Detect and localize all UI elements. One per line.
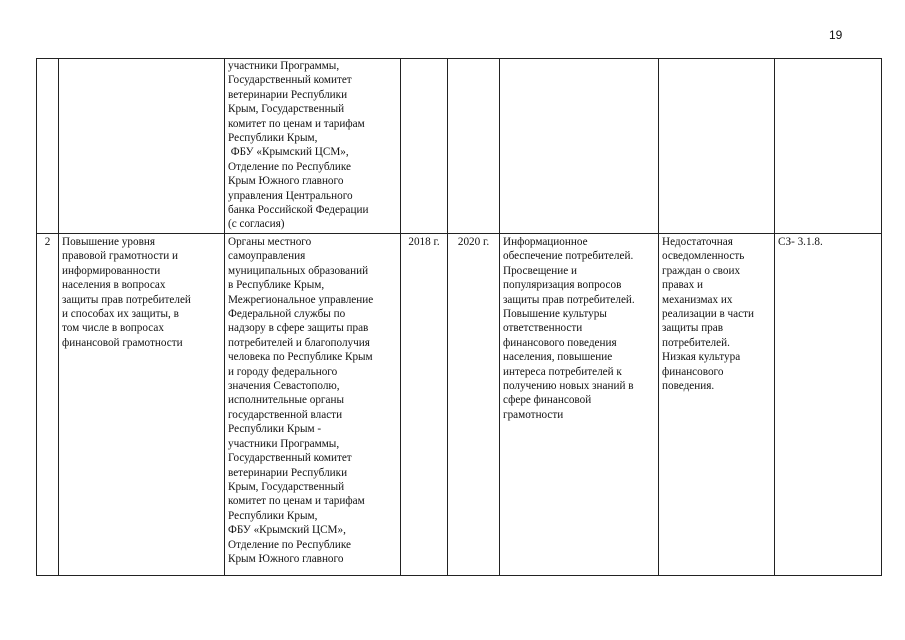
cell-line: правах и: [662, 279, 704, 292]
cell-line: человека по Республике Крым: [228, 351, 373, 364]
cell-line: механизмах их: [662, 293, 733, 306]
cell-line: Информационное: [503, 236, 588, 248]
cell-line: Государственный комитет: [228, 74, 352, 87]
program-measures-table: [36, 58, 882, 576]
cell-line: комитет по ценам и тарифам: [228, 495, 365, 508]
problem-cell: [659, 234, 775, 576]
measure-name-cell: [59, 59, 225, 234]
cell-line: муниципальных образований: [228, 264, 369, 277]
cell-line: Низкая культура: [662, 351, 741, 364]
cell-line: значения Севастополю,: [228, 380, 340, 393]
problem-cell: [659, 59, 775, 234]
cell-line: интереса потребителей к: [503, 365, 622, 378]
table-row: [37, 234, 882, 576]
start-year-cell: 2018 г.: [401, 234, 448, 576]
executors-cell: [225, 234, 401, 576]
cell-line: защиты прав потребителей.: [503, 293, 635, 306]
end-year-cell: [448, 59, 500, 234]
cell-line: Государственный комитет: [228, 452, 352, 465]
cell-line: (с согласия): [228, 218, 285, 231]
cell-line: потребителей и благополучия: [228, 336, 370, 349]
executors-cell: [225, 59, 401, 234]
row-index-cell: [37, 59, 59, 234]
cell-line: получению новых знаний в: [503, 380, 634, 393]
cell-line: и городу федерального: [228, 365, 338, 378]
cell-line: реализации в части: [662, 308, 754, 321]
row-index-cell: 2: [37, 234, 59, 576]
cell-line: Федеральной службы по: [228, 308, 346, 321]
cell-line: Повышение уровня: [62, 236, 155, 248]
cell-line: ветеринарии Республики: [228, 466, 348, 479]
measure-name-cell: [59, 234, 225, 576]
cell-line: управления Центрального: [228, 189, 353, 202]
link-cell: [775, 59, 882, 234]
cell-line: осведомленность: [662, 250, 745, 263]
cell-line: в Республике Крым,: [228, 279, 325, 292]
cell-line: поведения.: [662, 380, 715, 393]
expected-result-cell: [500, 59, 659, 234]
cell-line: защиты прав потребителей: [62, 293, 191, 306]
cell-line: государственной власти: [228, 408, 343, 421]
cell-line: финансового: [662, 365, 724, 378]
page-number: 19: [829, 28, 843, 42]
cell-line: Отделение по Республике: [228, 160, 351, 173]
cell-line: Крым Южного главного: [228, 175, 344, 188]
cell-line: сфере финансовой: [503, 394, 592, 407]
cell-line: обеспечение потребителей.: [503, 250, 634, 263]
start-year-cell: [401, 59, 448, 234]
cell-line: финансового поведения: [503, 336, 617, 349]
link-cell: СЗ- 3.1.8.: [775, 234, 882, 576]
cell-line: комитет по ценам и тарифам: [228, 117, 365, 130]
cell-line: правовой грамотности и: [62, 250, 178, 263]
cell-line: надзору в сфере защиты прав: [228, 322, 369, 335]
cell-line: ФБУ «Крымский ЦСМ»,: [228, 524, 346, 537]
cell-line: Недостаточная: [662, 236, 733, 248]
cell-line: и способах их защиты, в: [62, 308, 179, 321]
cell-line: Просвещение и: [503, 264, 577, 277]
cell-line: населения, повышение: [503, 351, 613, 364]
cell-line: самоуправления: [228, 250, 306, 263]
cell-line: Крым Южного главного: [228, 552, 344, 565]
cell-line: финансовой грамотности: [62, 336, 183, 349]
cell-line: том числе в вопросах: [62, 322, 164, 335]
cell-line: ФБУ «Крымский ЦСМ»,: [228, 146, 349, 159]
cell-line: популяризация вопросов: [503, 279, 622, 292]
cell-line: Межрегиональное управление: [228, 293, 374, 306]
cell-line: исполнительные органы: [228, 394, 344, 407]
cell-line: Крым, Государственный: [228, 480, 345, 493]
cell-line: Республики Крым,: [228, 509, 318, 522]
cell-line: Крым, Государственный: [228, 103, 345, 116]
cell-line: Повышение культуры: [503, 308, 607, 321]
end-year-cell: 2020 г.: [448, 234, 500, 576]
cell-line: защиты прав: [662, 322, 724, 335]
cell-line: участники Программы,: [228, 437, 340, 450]
cell-line: ответственности: [503, 322, 583, 335]
cell-line: Республики Крым,: [228, 132, 318, 145]
cell-line: Отделение по Республике: [228, 538, 351, 551]
table-row: [37, 59, 882, 234]
cell-line: Органы местного: [228, 236, 312, 248]
cell-line: информированности: [62, 264, 161, 277]
cell-line: участники Программы,: [228, 60, 340, 72]
cell-line: граждан о своих: [662, 264, 741, 277]
cell-line: ветеринарии Республики: [228, 88, 348, 101]
expected-result-cell: [500, 234, 659, 576]
cell-line: потребителей.: [662, 336, 730, 349]
cell-line: населения в вопросах: [62, 279, 166, 292]
cell-line: Республики Крым -: [228, 423, 322, 436]
cell-line: банка Российской Федерации: [228, 204, 369, 217]
cell-line: грамотности: [503, 408, 564, 421]
